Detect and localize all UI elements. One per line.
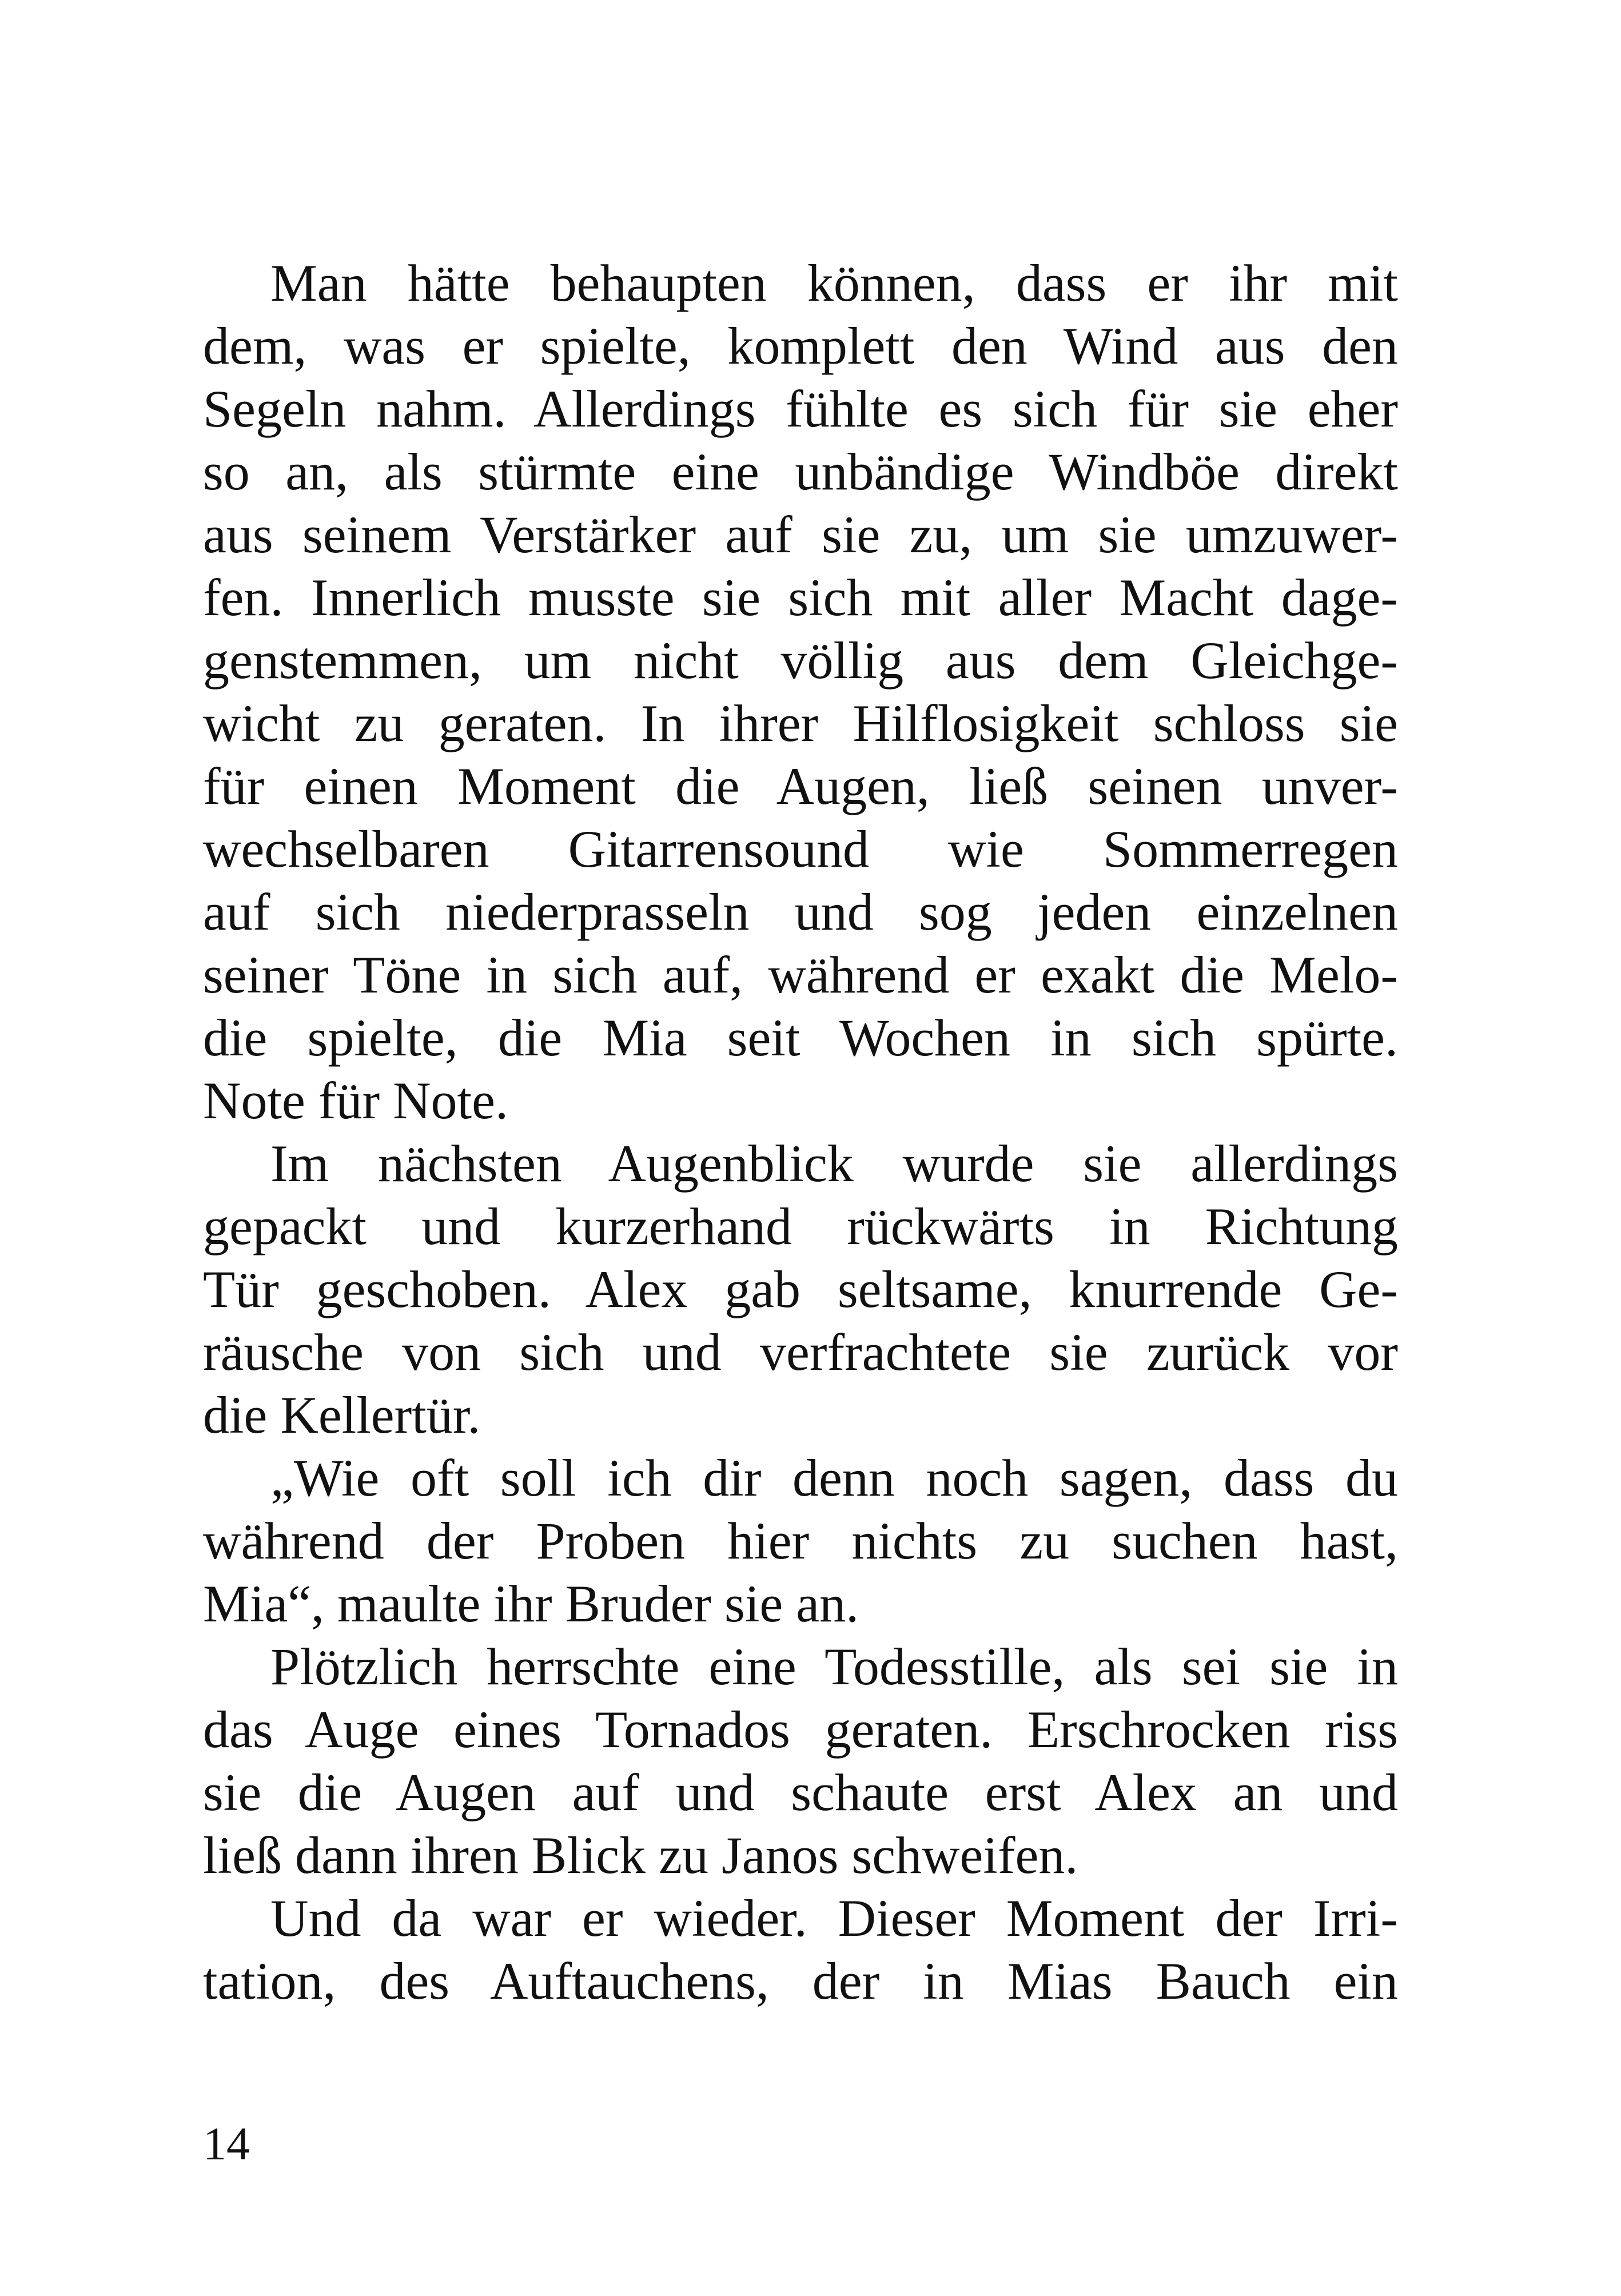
text-line: Segeln nahm. Allerdings fühlte es sich für sie eher <box>203 380 1398 438</box>
text-line: räusche von sich und verfrachtete sie zurück vor <box>203 1323 1398 1381</box>
text-line: fen. Innerlich musste sie sich mit aller Macht dage- <box>203 568 1398 627</box>
text-line: wechselbaren Gitarrensound wie Sommerregen <box>203 820 1398 878</box>
text-line: tation, des Auftauchens, der in Mias Bauch ein <box>203 1952 1398 2010</box>
body-text <box>203 252 1398 2012</box>
text-line: Note für Note. <box>203 1071 508 1130</box>
text-line: für einen Moment die Augen, ließ seinen unver- <box>203 757 1398 815</box>
page-number: 14 <box>203 2118 250 2170</box>
text-line: wicht zu geraten. In ihrer Hilflosigkeit schloss sie <box>203 694 1398 752</box>
text-line: die spielte, die Mia seit Wochen in sich spürte. <box>203 1009 1398 1067</box>
text-line: Im nächsten Augenblick wurde sie allerdings <box>270 1134 1398 1193</box>
text-line: Tür geschoben. Alex gab seltsame, knurrende Ge- <box>203 1260 1398 1318</box>
text-line: Man hätte behaupten können, dass er ihr mit <box>270 254 1398 312</box>
text-line: das Auge eines Tornados geraten. Erschrocken riss <box>203 1700 1398 1759</box>
text-line: Mia“, maulte ihr Bruder sie an. <box>203 1574 859 1633</box>
text-line: ließ dann ihren Blick zu Janos schweifen. <box>203 1826 1078 1884</box>
text-line: auf sich niederprasseln und sog jeden einzelnen <box>203 883 1398 941</box>
text-line: seiner Töne in sich auf, während er exakt die Melo- <box>203 946 1398 1004</box>
text-line: dem, was er spielte, komplett den Wind aus den <box>203 317 1398 375</box>
text-line: so an, als stürmte eine unbändige Windböe direkt <box>203 443 1398 501</box>
text-line: die Kellertür. <box>203 1386 481 1444</box>
text-line: sie die Augen auf und schaute erst Alex an und <box>203 1763 1398 1821</box>
text-line: „Wie oft soll ich dir denn noch sagen, dass du <box>270 1449 1398 1507</box>
text-line: während der Proben hier nichts zu suchen hast, <box>203 1512 1398 1570</box>
text-line: genstemmen, um nicht völlig aus dem Gleichge- <box>203 631 1398 689</box>
text-line: aus seinem Verstärker auf sie zu, um sie umzuwer- <box>203 505 1398 564</box>
text-line: Und da war er wieder. Dieser Moment der Irri- <box>270 1889 1398 1947</box>
text-line: Plötzlich herrschte eine Todesstille, als sei sie in <box>270 1637 1398 1696</box>
text-line: gepackt und kurzerhand rückwärts in Richtung <box>203 1197 1398 1255</box>
